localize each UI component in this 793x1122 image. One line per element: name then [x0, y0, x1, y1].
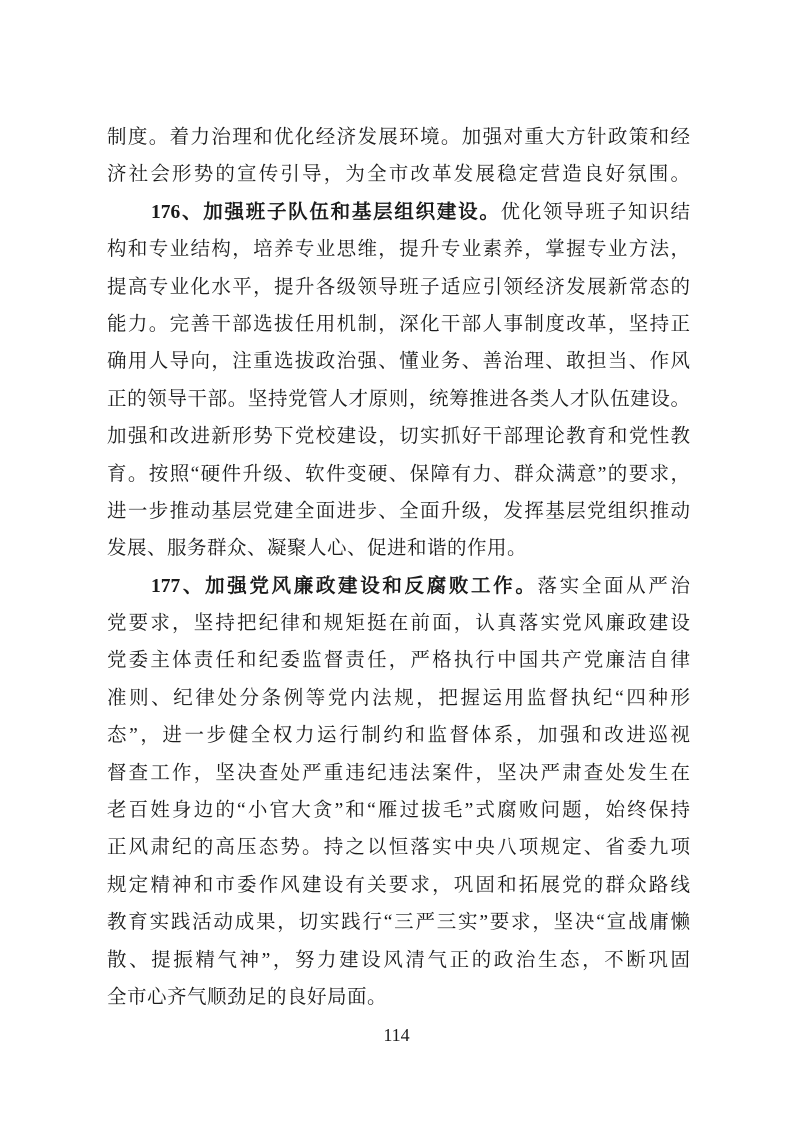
text-line: [107, 755, 690, 792]
text-line: [107, 231, 690, 268]
paragraph-176: [107, 194, 690, 568]
text-line: [107, 156, 690, 193]
text-line: [107, 418, 690, 455]
text-line: [107, 792, 690, 829]
paragraph-175-continuation: [107, 119, 690, 194]
text-line: [107, 829, 690, 866]
line-text: 规定精神和市委作风建设有关要求，巩固和拓展党的群众路线: [107, 874, 690, 896]
line-text: 党委主体责任和纪委监督责任，严格执行中国共产党廉洁自律: [107, 650, 690, 672]
line-text: 优化领导班子知识结: [500, 201, 690, 223]
line-text: 能力。完善干部选拔任用机制，深化干部人事制度改革，坚持正: [107, 313, 690, 335]
line-text: 育。按照“硬件升级、软件变硬、保障有力、群众满意”的要求，: [107, 463, 690, 485]
text-line: [107, 493, 690, 530]
text-line: [107, 904, 690, 941]
line-text: 全市心齐气顺劲足的良好局面。: [107, 986, 388, 1008]
paragraph-heading: 177、加强党风廉政建设和反腐败工作。: [151, 575, 538, 597]
text-line: [107, 530, 690, 567]
line-text: 准则、纪律处分条例等党内法规，把握运用监督执纪“四种形: [107, 687, 690, 709]
line-text: 构和专业结构，培养专业思维，提升专业素养，掌握专业方法，: [107, 239, 690, 261]
line-text: 态”，进一步健全权力运行制约和监督体系，加强和改进巡视: [107, 725, 690, 747]
line-text: 落实全面从严治: [537, 575, 690, 597]
text-line: [107, 568, 690, 605]
text-line: [107, 942, 690, 979]
text-line: [107, 717, 690, 754]
text-line: [107, 642, 690, 679]
text-line: [107, 680, 690, 717]
text-line: [107, 194, 690, 231]
text-line: [107, 119, 690, 156]
line-text: 发展、服务群众、凝聚人心、促进和谐的作用。: [107, 538, 528, 560]
page-number: 114: [383, 1025, 410, 1045]
line-text: 散、提振精气神”，努力建设风清气正的政治生态，不断巩固: [107, 949, 690, 971]
line-text: 正的领导干部。坚持党管人才原则，统筹推进各类人才队伍建设。: [107, 388, 690, 410]
text-line: [107, 456, 690, 493]
text-line: [107, 306, 690, 343]
text-line: [107, 343, 690, 380]
text-line: [107, 269, 690, 306]
line-text: 确用人导向，注重选拔政治强、懂业务、善治理、敢担当、作风: [107, 351, 690, 373]
line-text: 党要求，坚持把纪律和规矩挺在前面，认真落实党风廉政建设: [107, 613, 690, 635]
line-text: 督查工作，坚决查处严重违纪违法案件，坚决严肃查处发生在: [107, 762, 690, 784]
line-text: 提高专业化水平，提升各级领导班子适应引领经济发展新常态的: [107, 276, 690, 298]
line-text: 进一步推动基层党建全面进步、全面升级，发挥基层党组织推动: [107, 500, 690, 522]
text-block: [107, 119, 690, 1016]
line-text: 制度。着力治理和优化经济发展环境。加强对重大方针政策和经: [107, 127, 690, 148]
line-text: 教育实践活动成果，切实践行“三严三实”要求，坚决“宣战庸懒: [107, 912, 690, 934]
text-line: [107, 979, 690, 1016]
line-text: 加强和改进新形势下党校建设，切实抓好干部理论教育和党性教: [107, 426, 690, 448]
line-text: 济社会形势的宣传引导，为全市改革发展稳定营造良好氛围。: [107, 164, 690, 186]
text-line: [107, 867, 690, 904]
paragraph-heading: 176、加强班子队伍和基层组织建设。: [151, 201, 501, 223]
line-text: 正风肃纪的高压态势。持之以恒落实中央八项规定、省委九项: [107, 837, 690, 859]
text-line: [107, 381, 690, 418]
line-text: 老百姓身边的“小官大贪”和“雁过拔毛”式腐败问题，始终保持: [107, 800, 690, 822]
paragraph-177: [107, 568, 690, 1017]
text-line: [107, 605, 690, 642]
